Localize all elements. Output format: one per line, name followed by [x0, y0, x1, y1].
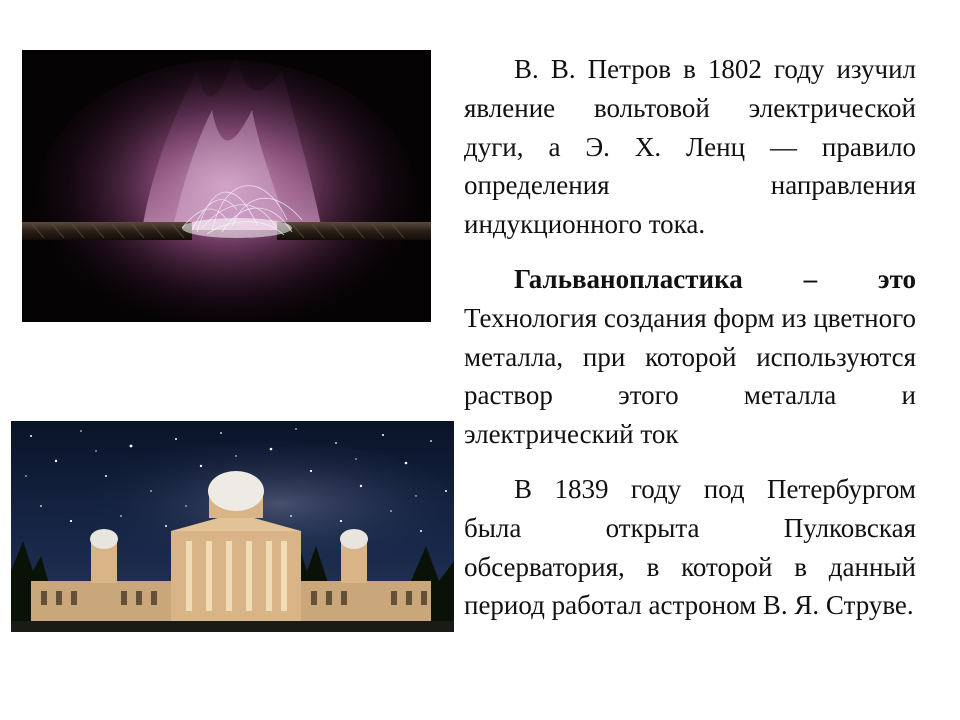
observatory-image — [11, 421, 454, 632]
paragraph-pulkovo — [464, 470, 916, 625]
paragraph-text: В 1839 году под Петербургом была открыта Пулковская обсерватория, в которой в данный период работал астроном В. Я. Струве. — [464, 473, 916, 621]
term-heading: Гальванопластика – это — [514, 263, 916, 294]
text-column — [464, 50, 916, 641]
paragraph-petrov-lenz — [464, 50, 916, 244]
paragraph-text: В. В. Петров в 1802 году изучил явление вольтовой электрической дуги, а Э. Х. Ленц — правило определения направления индукционного тока. — [464, 54, 916, 240]
paragraph-galvanoplastics — [464, 260, 916, 454]
electric-arc-image — [22, 50, 431, 322]
paragraph-text: Технология создания форм из цветного металла, при которой используются раствор этого металла и электрический ток — [464, 302, 916, 450]
